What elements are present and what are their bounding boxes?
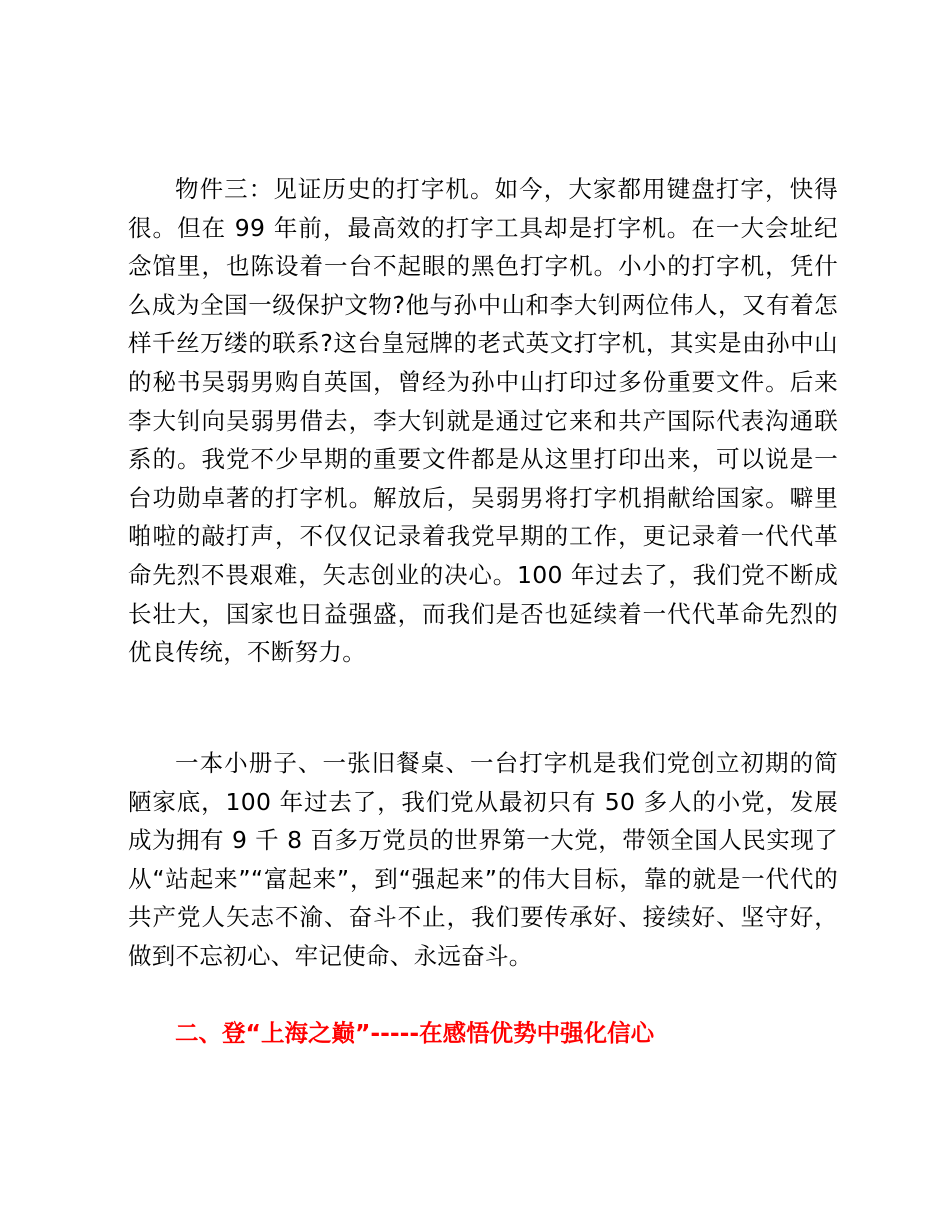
paragraph-typewriter: 物件三：见证历史的打字机。如今，大家都用键盘打字，快得很。但在 99 年前，最高效的打字工具却是打字机。在一大会址纪念馆里，也陈设着一台不起眼的黑色打字机。小小的打字机，凭什么成为全国一级保护文物?他与孙中山和李大钊两位伟人，又有着怎样千丝万缕的联系?这台皇冠牌的老式英文打字机，其实是由孙中山的秘书吴弱男购自英国，曾经为孙中山打印过多份重要文件。后来李大钊向吴弱男借去，李大钊就是通过它来和共产国际代表沟通联系的。我党不少早期的重要文件都是从这里打印出来，可以说是一台功勋卓著的打字机。解放后，吴弱男将打字机捐献给国家。噼里啪啦的敲打声，不仅仅记录着我党早期的工作，更记录着一代代革命先烈不畏艰难，矢志创业的决心。100 年过去了，我们党不断成长壮大，国家也日益强盛，而我们是否也延续着一代代革命先烈的优良传统，不断努力。 bbox=[128, 175, 838, 667]
paragraph-party-growth: 一本小册子、一张旧餐桌、一台打字机是我们党创立初期的简陋家底，100 年过去了，我们党从最初只有 50 多人的小党，发展成为拥有 9 千 8 百多万党员的世界第一大党，带领全国人民实现了从“站起来”“富起来”，到“强起来”的伟大目标，靠的就是一代代的共产党人矢志不渝、奋斗不止，我们要传承好、接续好、坚守好，做到不忘初心、牢记使命、永远奋斗。 bbox=[128, 749, 838, 970]
section-heading: 二、登“上海之巅”-----在感悟优势中强化信心 bbox=[175, 1019, 655, 1047]
